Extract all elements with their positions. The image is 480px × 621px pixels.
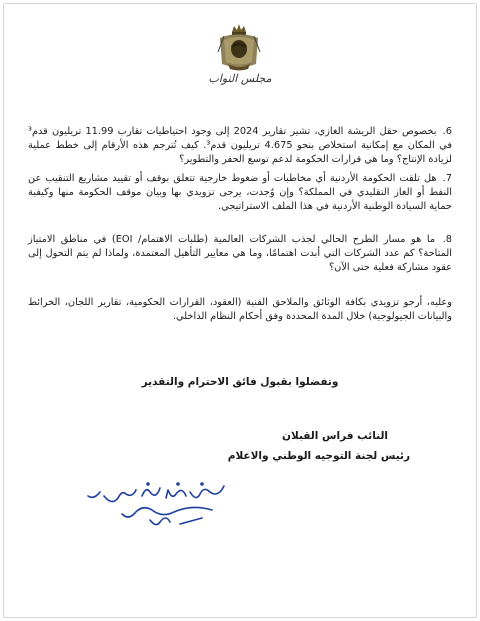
closing-paragraph: وعليه، أرجو تزويدي بكافة الوثائق والملاحق الفنية (العقود، القرارات الحكومية، تقارير اللجان، الخرائط والبيانات الجيولوجية) خلال المدة المحددة وفق أحكام النظام الداخلي. [28,297,452,322]
jordan-coat-of-arms-icon [214,22,264,72]
paragraph-number: 7. [442,173,452,184]
signer-name: النائب فراس القبلان [282,430,388,442]
paragraph-text: ما هو مسار الطرح الحالي لجذب الشركات العالمية (طلبات الاهتمام/ EOI) في مناطق الامتياز المتاحة؟ كم عدد الشركات التي أبدت اهتمامًا، وما هي معايير التأهيل المعتمدة، ولماذا لم يتم التحول إلى عقود مشاركة فعلية حتى الآن؟ [28,234,452,273]
paragraph-number: 8. [442,234,452,245]
paragraph-8 [28,233,452,275]
paragraph-number: 6. [442,126,452,137]
handwritten-signature [82,478,232,530]
paragraph-6 [28,125,452,167]
closing-salutation: وتفضلوا بقبول فائق الاحترام والتقدير [141,376,339,388]
paragraph-7 [28,172,452,214]
signer-title: رئيس لجنة التوجيه الوطني والاعلام [227,450,410,462]
paragraph-text: هل تلقت الحكومة الأردنية أي مخاطبات أو ضغوط خارجية تتعلق بوقف أو تقييد مشاريع التنقيب عن النفط أو الغاز التقليدي في المملكة؟ وإن وُجدت، يرجى تزويدي بها وبيان موقف الحكومة منها وكيفية حماية السيادة الوطنية الأردنية في هذا الملف الاستراتيجي. [28,173,452,212]
org-name: مجلس النواب [208,72,272,85]
paragraph-text: بخصوص حقل الريشة الغازي، تشير تقارير 2024 إلى وجود احتياطيات تقارب 11.99 تريليون قدم³ في المكان مع إمكانية استخلاص بنحو 4.675 تريليون قدم³. كيف تُترجم هذه الأرقام إلى خطط عملية لزيادة الإنتاج؟ وما هي قرارات الحكومة لدعم توسع الحفر والتطوير؟ [28,126,453,165]
